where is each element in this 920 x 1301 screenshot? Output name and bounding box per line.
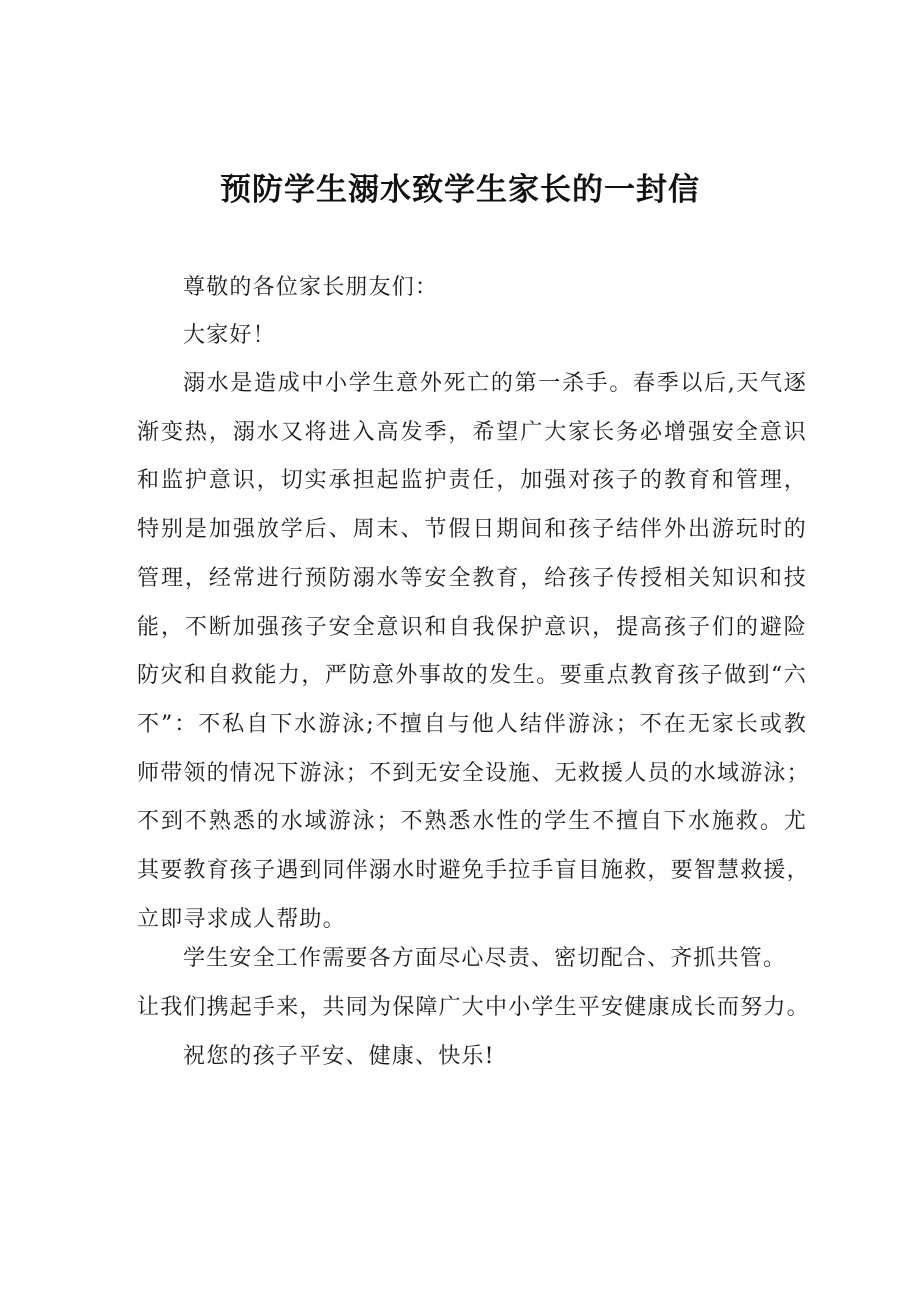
greeting-text: 大家好！ <box>183 323 276 348</box>
greeting <box>137 312 807 361</box>
paragraph-2-line: 让我们携起手来，共同为保障广大中小学生平安健康成长而努力。 <box>137 994 810 1020</box>
page-title: 预防学生溺水致学生家长的一封信 <box>220 172 700 208</box>
paragraph-1-line: 师带领的情况下游泳；不到无安全设施、无救援人员的水域游泳； <box>137 760 810 786</box>
paragraph-2-line: 学生安全工作需要各方面尽心尽责、密切配合、齐抓共管。 <box>183 946 787 971</box>
closing <box>137 1033 807 1082</box>
paragraph-1-line: 溺水是造成中小学生意外死亡的第一杀手。春季以后,天气逐 <box>183 371 807 396</box>
paragraph-1-line: 立即寻求成人帮助。 <box>137 906 346 932</box>
paragraph-2 <box>137 935 810 1032</box>
paragraph-1-line: 特别是加强放学后、周末、节假日期间和孩子结伴外出游玩时的 <box>137 517 807 543</box>
paragraph-1-line: 管理，经常进行预防溺水等安全教育，给孩子传授相关知识和技 <box>137 565 807 591</box>
salutation <box>137 264 807 313</box>
paragraph-1 <box>137 360 810 944</box>
paragraph-1-line: 能，不断加强孩子安全意识和自我保护意识，提高孩子们的避险 <box>137 614 807 640</box>
paragraph-1-line: 和监护意识，切实承担起监护责任，加强对孩子的教育和管理， <box>137 468 807 494</box>
paragraph-1-line: 不”：不私自下水游泳;不擅自与他人结伴游泳；不在无家长或教 <box>137 711 807 737</box>
paragraph-1-line: 不到不熟悉的水域游泳；不熟悉水性的学生不擅自下水施救。尤 <box>137 809 807 835</box>
paragraph-1-line: 渐变热，溺水又将进入高发季，希望广大家长务必增强安全意识 <box>137 419 807 445</box>
closing-text: 祝您的孩子平安、健康、快乐! <box>183 1044 495 1069</box>
salutation-text: 尊敬的各位家长朋友们： <box>183 275 439 300</box>
paragraph-1-line: 其要教育孩子遇到同伴溺水时避免手拉手盲目施救，要智慧救援， <box>137 858 810 884</box>
paragraph-1-line: 防灾和自救能力，严防意外事故的发生。要重点教育孩子做到“六 <box>137 663 807 689</box>
